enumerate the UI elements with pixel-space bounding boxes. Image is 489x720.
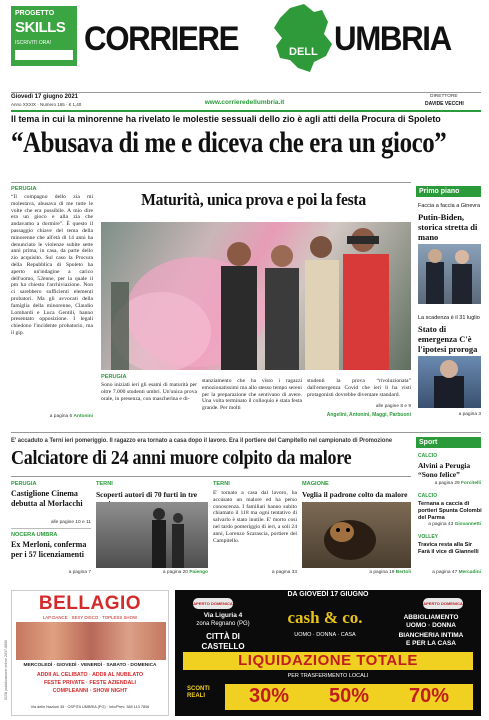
pp-ref[interactable]: a pagina 3	[458, 412, 481, 417]
short-place-1: PERUGIA	[11, 481, 37, 487]
lead-headline[interactable]: “Abusava di me e diceva che era un gioco”	[11, 126, 447, 159]
calcio-place: TERNI	[213, 481, 230, 487]
bellagio-days: MERCOLEDÌ · GIOVEDÌ · VENERDÌ · SABATO · DOMENICA	[23, 663, 157, 668]
sport-ref-2-label: a pagina 43	[428, 522, 454, 527]
sport-ref-1[interactable]	[418, 481, 481, 486]
matura-ref[interactable]: alle pagine 8 e 9	[375, 404, 411, 409]
short-title-4[interactable]: Veglia il padrone colto da malore	[302, 490, 408, 499]
cashco-brand: cash & co.	[287, 608, 363, 627]
sport-title-3[interactable]: Travica resta alla Sir Farà il vice di Giannelli	[418, 542, 479, 555]
discount-50: 50%	[328, 685, 370, 707]
sport-ref-1-label: a pagina 29	[434, 481, 460, 486]
calcio-headline[interactable]: Calciatore di 24 anni muore colpito da malore	[11, 447, 352, 469]
short-ref-4-label: a pagina 19	[369, 570, 395, 575]
students-illustration	[101, 222, 411, 370]
sport-tag-2: CALCIO	[418, 493, 438, 499]
short-place-2: NOCERA UMBRA	[11, 532, 58, 538]
cashco-brand-sub: UOMO · DONNA · CASA	[294, 632, 356, 638]
masthead-title	[84, 18, 484, 62]
pp-kicker-1: Faccia a faccia a Ginevra	[418, 203, 481, 209]
bellagio-line3: COMPLEANNI · SHOW NIGHT	[52, 688, 128, 694]
lead-text: “Il compagno dello zia mi molestava, abusava di me tutte le volte che era possibile. A mio dire era un gioco e alla zia che andavamo a dormire”. È questo il passaggio chiave del tema della minorenne che all'età di 14 anni ha denunciato le violenze subite sette anni prima, in casa, da parte dello zio acquisito. Sul caso la Procura della Repubblica di Spoleto ha aperto un'indagine a carico dell'uomo, 52enne, per la quale il pm ha chiesto l'archiviazione. Non ci sarebbero sufficienti elementi probatori. Ma gli avvocati della famiglia della minorenne, Claudio Lombardi e Luca Gentili, hanno presentato opposizione. I legali chiedono l'incidente probatorio, ma il gip.	[11, 194, 93, 336]
calcio-text: E' tornato a casa dal lavoro, ha accusato un malore ed ha perso conoscenza. I familiari hanno subito chiamato il 118 ma ogni tentativo di salvarlo è stato inutile. E' morto così nel tardo pomeriggio di ieri, a soli 24 anni, Lorenzo Scarascia, portiere del Campitello.	[213, 490, 297, 544]
sport-label: Sport	[416, 437, 481, 448]
date: Giovedì 17 giugno 2021	[11, 94, 79, 100]
dog-photo	[302, 502, 411, 568]
primo-piano-label: Primo piano	[416, 186, 481, 197]
lead-kicker: Il tema in cui la minorenne ha rivelato le molestie sessuali dello zio è agli atti della Procura di Spoleto	[11, 114, 441, 125]
furti-photo	[96, 502, 208, 568]
title-umbria: UMBRIA	[334, 20, 451, 58]
lead-ref-label: a pagina 5	[49, 414, 73, 419]
bellagio-line1: ADDII AL CELIBATO · ADDII AL NUBILATO	[36, 672, 144, 678]
lead-place: PERUGIA	[11, 186, 37, 192]
short-ref-3[interactable]	[96, 570, 208, 575]
short-place-4: MAGIONE	[302, 481, 329, 487]
title-dell: DELL	[289, 46, 318, 58]
cashco-city1: CITTÀ DI	[206, 632, 240, 641]
short-ref-3-author: Paiengo	[189, 570, 208, 575]
sport-tag-3: VOLLEY	[418, 534, 439, 540]
section-rule	[11, 182, 411, 183]
sport-tag-1: CALCIO	[418, 453, 438, 459]
side-text: ISSN pubblicazione online 2037-8890	[4, 639, 8, 700]
short-ref-1[interactable]: alle pagine 10 e 11	[50, 520, 91, 525]
sport-ref-3-label: a pagina 47	[432, 570, 458, 575]
cashco-banner: LIQUIDAZIONE TOTALE	[183, 652, 473, 670]
sport-title-1[interactable]: Alvini a Perugia “Sono felice”	[418, 461, 471, 479]
bellagio-ad[interactable]	[11, 590, 169, 716]
short-title-1[interactable]: Castiglione Cinema debutta al Morlacchi	[11, 489, 83, 508]
short-title-2[interactable]: Ex Merloni, conferma per i 57 licenziamenti	[11, 540, 87, 559]
site-link[interactable]: www.corrieredellumbria.it	[204, 99, 285, 106]
sport-ref-2-author: Giovannetti	[454, 522, 481, 527]
issue: Anno XXXIX · Numero 165 · € 1,40	[11, 102, 82, 107]
cashco-r1: ABBIGLIAMENTO	[403, 614, 459, 621]
title-corriere: CORRIERE	[84, 20, 239, 58]
short-ref-4[interactable]	[302, 570, 411, 575]
lead-ref-author: Antonini	[73, 414, 93, 419]
bellagio-line2: FESTE PRIVATE · FESTE AZIENDALI	[43, 680, 136, 686]
cashco-ad[interactable]	[175, 590, 481, 716]
badge-sub: ISCRIVITI ORA!	[15, 40, 52, 46]
cashco-banner-sub: PER TRASFERIMENTO LOCALI	[287, 673, 369, 679]
cashco-r4: E PER LA CASA	[406, 640, 456, 647]
cashco-address: Via Liguria 4	[203, 612, 243, 619]
director-label: DIRETTORE	[430, 94, 458, 99]
dancers-image	[16, 622, 166, 660]
sport-ref-2[interactable]	[418, 522, 481, 527]
badge-top: PROGETTO	[15, 10, 55, 17]
cashco-top: DA GIOVEDÌ 17 GIUGNO	[287, 591, 369, 598]
pp-title-2[interactable]: Stato di emergenza C'è l'ipotesi proroga	[418, 324, 478, 354]
director-name: DAVIDE VECCHI	[425, 101, 464, 107]
calcio-kicker: E' accaduto a Terni ieri pomeriggio. Il ragazzo era tornato a casa dopo il lavoro. Era il portiere del Campitello nel campionato di Promozione	[11, 437, 393, 444]
cashco-city2: CASTELLO	[201, 642, 245, 651]
short-ref-3-label: a pagina 20	[162, 570, 188, 575]
skills-badge[interactable]	[11, 6, 77, 66]
sport-ref-1-author: Forcitelli	[461, 481, 481, 486]
matura-photo	[101, 222, 411, 370]
pp-title-1[interactable]: Putin-Biden, storica stretta di mano	[418, 212, 478, 242]
short-ref-4-author: Bertoli	[395, 570, 411, 575]
masthead-rule	[11, 92, 481, 93]
bellagio-sub: LAP DANCE · SEXY DISCO · TOPLESS SHOW	[42, 615, 138, 620]
cashco-sconti: SCONTI REALI	[187, 686, 210, 699]
discount-30: 30%	[248, 685, 290, 707]
matura-col2: stanziamento che ha visto i ragazzi emozionatissimi ma allo stesso tempo sereni per la preparazione che sentivano di avere. Una volta terminato il colloquio è stata festa grande. Per molti	[202, 378, 302, 412]
badge-logo-strip	[15, 50, 73, 60]
discount-70: 70%	[408, 685, 450, 707]
cashco-r3: BIANCHERIA INTIMA	[398, 632, 464, 639]
section-rule-3	[11, 476, 411, 477]
calcio-ref[interactable]: a pagina 33	[271, 570, 297, 575]
umbria-region-icon	[270, 4, 336, 74]
pp-photo-1	[418, 244, 481, 304]
matura-headline[interactable]: Maturità, unica prova e poi la festa	[141, 190, 366, 209]
short-ref-2[interactable]: a pagina 7	[68, 570, 91, 575]
short-place-3: TERNI	[96, 481, 113, 487]
badge-main: SKILLS	[15, 19, 66, 36]
cashco-zone: zona Regnano (PG)	[196, 621, 250, 627]
sport-title-2[interactable]: Ternana a caccia di portieri Spunta Colombi del Parma	[418, 501, 482, 521]
sport-ref-3[interactable]	[418, 570, 481, 575]
short-title-3[interactable]: Scoperti autori di 70 furti in tre	[96, 490, 198, 499]
bellagio-address: Via delle Nazioni 35 · OSPITA UMBRIA (PG) · Info/Prev: 389 113 7806	[30, 705, 150, 709]
matura-authors: Angelini, Antonini, Maggi, Parbuoni	[326, 412, 411, 418]
lead-ref[interactable]	[11, 414, 93, 419]
cashco-r2: UOMO · DONNA	[406, 622, 456, 629]
cashco-open-right: APERTO DOMENICA	[423, 598, 463, 609]
pp-photo-2	[418, 356, 481, 408]
bellagio-title: BELLAGIO	[38, 593, 142, 614]
header-green-rule	[11, 110, 481, 112]
cashco-open-left: APERTO DOMENICA	[193, 598, 233, 609]
matura-place: PERUGIA	[101, 374, 127, 380]
section-rule-2	[11, 432, 481, 433]
matura-col3: studenti la prova “rivoluzionata” dall'emergenza Covid che ieri li ha visti protagonisti dovrebbe diventare standard.	[307, 378, 411, 398]
matura-col1: Sono iniziati ieri gli esami di maturità per oltre 7.000 studenti umbri. Un'unica prova orale, in presenza, con mascherina e di-	[101, 382, 197, 402]
sport-ref-3-author: Mercadini	[458, 570, 481, 575]
short-rule	[11, 528, 91, 529]
pp-kicker-2: La scadenza è il 31 luglio	[418, 315, 480, 321]
